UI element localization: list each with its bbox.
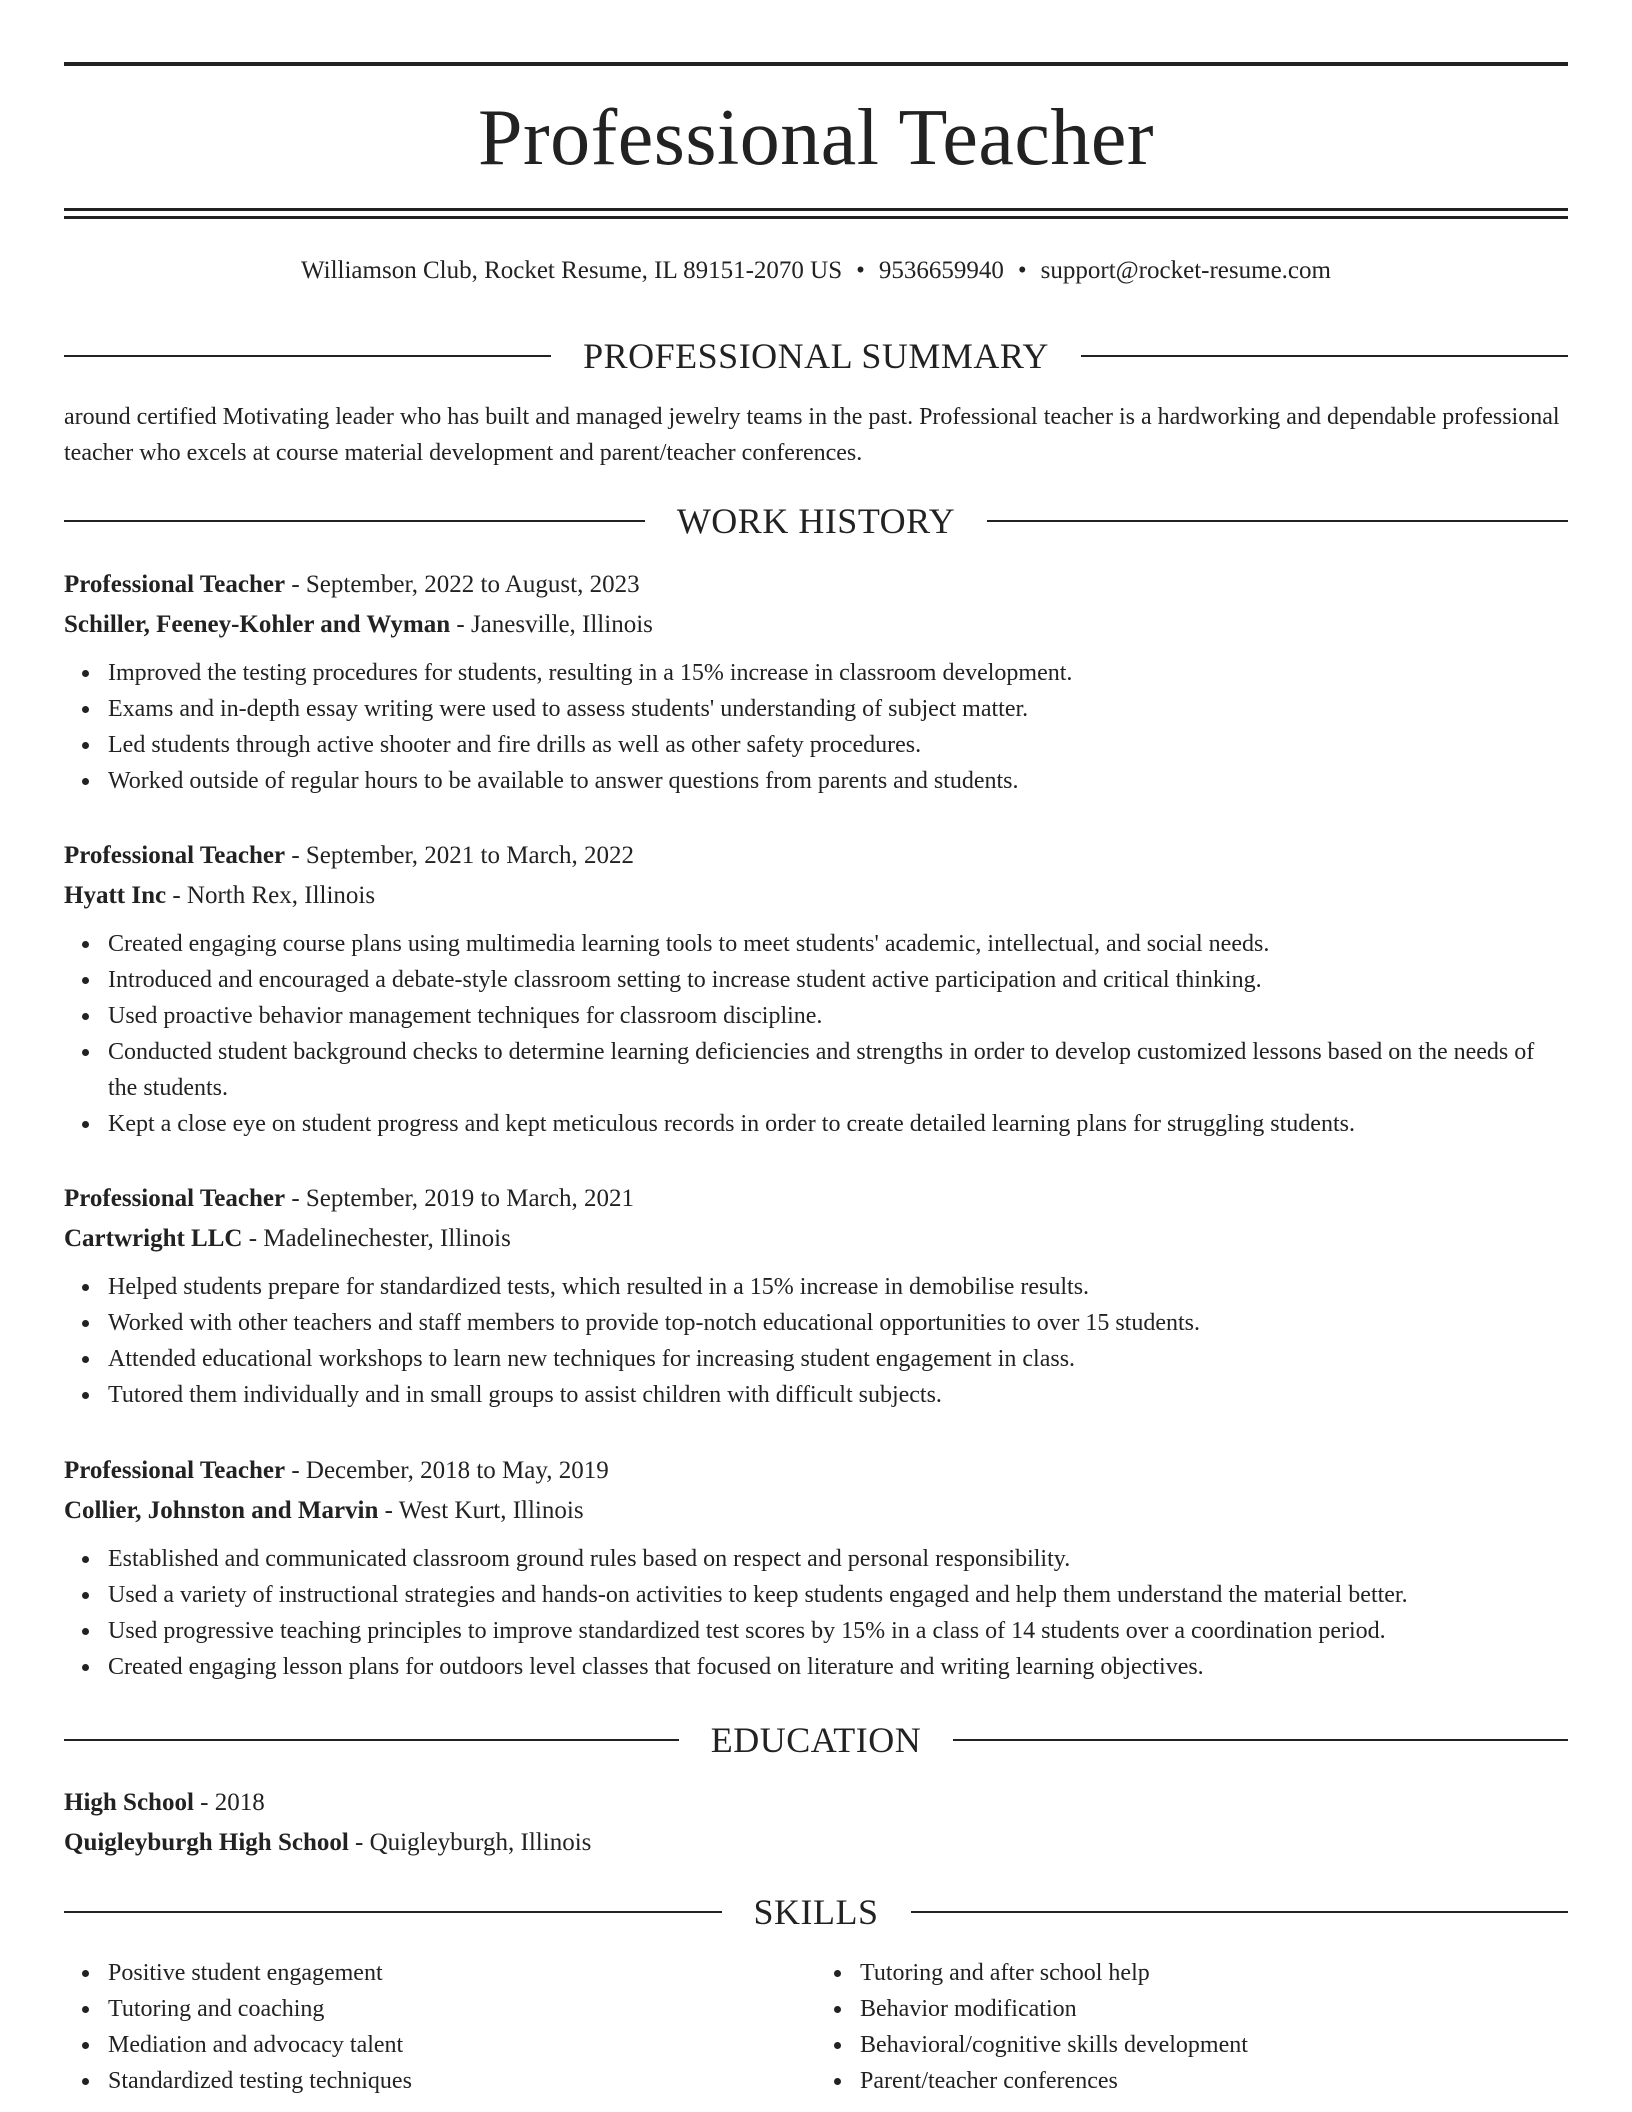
list-item: Used proactive behavior management techniques for classroom discipline. <box>108 998 1568 1034</box>
job-title-line <box>64 565 1568 605</box>
job-entry <box>64 1179 1568 1413</box>
job-location: - West Kurt, Illinois <box>378 1497 584 1524</box>
list-item: Created engaging lesson plans for outdoors level classes that focused on literature and writing learning objectives. <box>108 1649 1568 1685</box>
job-bullets <box>64 1269 1568 1413</box>
list-item: Attended educational workshops to learn new techniques for increasing student engagement in class. <box>108 1341 1568 1377</box>
list-item: Positive student engagement <box>108 1955 816 1991</box>
list-item: Mediation and advocacy talent <box>108 2027 816 2063</box>
list-item: Worked outside of regular hours to be available to answer questions from parents and students. <box>108 763 1568 799</box>
job-location: - North Rex, Illinois <box>166 882 376 909</box>
section-heading-summary <box>64 336 1568 376</box>
list-item: Exams and in-depth essay writing were used to assess students' understanding of subject matter. <box>108 691 1568 727</box>
education-location: - Quigleyburgh, Illinois <box>348 1829 592 1856</box>
list-item: Helped students prepare for standardized tests, which resulted in a 15% increase in demobilise results. <box>108 1269 1568 1305</box>
job-title: Professional Teacher <box>64 571 286 598</box>
list-item: Used a variety of instructional strategies and hands-on activities to keep students engaged and help them understand the material better. <box>108 1577 1568 1613</box>
list-item: Led students through active shooter and fire drills as well as other safety procedures. <box>108 727 1568 763</box>
education-school: Quigleyburgh High School <box>64 1829 349 1856</box>
education-entry <box>64 1783 1568 1863</box>
job-company: Cartwright LLC <box>64 1225 243 1252</box>
job-title-line <box>64 836 1568 876</box>
job-dates: - September, 2021 to March, 2022 <box>285 842 634 869</box>
education-school-line <box>64 1823 1568 1863</box>
list-item: Introduced and encouraged a debate-style classroom setting to increase student active participation and critical thinking. <box>108 962 1568 998</box>
section-title: PROFESSIONAL SUMMARY <box>583 336 1049 376</box>
heading-rule <box>987 520 1568 522</box>
list-item: Created engaging course plans using multimedia learning tools to meet students' academic, intellectual, and social needs. <box>108 926 1568 962</box>
double-rule-lower <box>64 216 1568 219</box>
heading-rule <box>64 1739 679 1741</box>
list-item: Standardized testing techniques <box>108 2063 816 2099</box>
heading-rule <box>64 520 645 522</box>
job-dates: - September, 2022 to August, 2023 <box>285 571 640 598</box>
heading-rule <box>911 1911 1569 1913</box>
heading-rule <box>64 355 551 357</box>
contact-separator: • <box>1017 257 1027 284</box>
list-item: Conducted student background checks to determine learning deficiencies and strengths in order to develop customized lessons based on the needs of the students. <box>108 1034 1568 1106</box>
job-location: - Janesville, Illinois <box>450 611 653 638</box>
skills-column-left <box>64 1955 816 2099</box>
job-company-line <box>64 1491 1568 1531</box>
heading-rule <box>1081 355 1568 357</box>
job-dates: - December, 2018 to May, 2019 <box>285 1457 609 1484</box>
contact-address: Williamson Club, Rocket Resume, IL 89151-2070 US <box>301 257 843 284</box>
page-title: Professional Teacher <box>477 94 1154 182</box>
heading-rule <box>64 1911 722 1913</box>
list-item: Behavioral/cognitive skills development <box>860 2027 1568 2063</box>
list-item: Tutoring and after school help <box>860 1955 1568 1991</box>
contact-email: support@rocket-resume.com <box>1040 257 1331 284</box>
summary-text: around certified Motivating leader who has built and managed jewelry teams in the past. Professional teacher is a hardworking and dependable professional teacher who excels at course material development and parent/teacher conferences. <box>64 404 1560 466</box>
education-year: - 2018 <box>193 1789 265 1816</box>
job-bullets <box>64 655 1568 799</box>
list-item: Worked with other teachers and staff members to provide top-notch educational opportunities to over 15 students. <box>108 1305 1568 1341</box>
section-title: SKILLS <box>753 1892 879 1932</box>
list-item: Kept a close eye on student progress and kept meticulous records in order to create detailed learning plans for struggling students. <box>108 1106 1568 1142</box>
section-title: EDUCATION <box>710 1720 922 1760</box>
job-title: Professional Teacher <box>64 842 286 869</box>
section-heading-work-history <box>64 501 1568 541</box>
job-company-line <box>64 876 1568 916</box>
list-item: Tutoring and coaching <box>108 1991 816 2027</box>
list-item: Parent/teacher conferences <box>860 2063 1568 2099</box>
job-dates: - September, 2019 to March, 2021 <box>285 1185 634 1212</box>
job-company-line <box>64 1219 1568 1259</box>
education-degree: High School <box>64 1789 194 1816</box>
section-title: WORK HISTORY <box>676 501 956 541</box>
skills-list <box>64 1955 1568 2099</box>
job-company: Collier, Johnston and Marvin <box>64 1497 379 1524</box>
job-title: Professional Teacher <box>64 1185 286 1212</box>
job-company: Schiller, Feeney-Kohler and Wyman <box>64 611 451 638</box>
top-rule <box>64 62 1568 66</box>
job-entry <box>64 565 1568 799</box>
contact-separator: • <box>856 257 865 284</box>
list-item: Improved the testing procedures for students, resulting in a 15% increase in classroom development. <box>108 655 1568 691</box>
job-company-line <box>64 605 1568 645</box>
job-title-line <box>64 1451 1568 1491</box>
section-heading-skills <box>64 1892 1568 1932</box>
job-bullets <box>64 926 1568 1142</box>
list-item: Behavior modification <box>860 1991 1568 2027</box>
heading-rule <box>953 1739 1568 1741</box>
job-title: Professional Teacher <box>64 1457 286 1484</box>
list-item: Tutored them individually and in small groups to assist children with difficult subjects. <box>108 1377 1568 1413</box>
list-item: Used progressive teaching principles to improve standardized test scores by 15% in a class of 14 students over a coordination period. <box>108 1613 1568 1649</box>
education-degree-line <box>64 1783 1568 1823</box>
job-entry <box>64 836 1568 1142</box>
job-company: Hyatt Inc <box>64 882 167 909</box>
job-location: - Madelinechester, Illinois <box>242 1225 511 1252</box>
contact-line <box>64 254 1568 288</box>
section-heading-education <box>64 1720 1568 1760</box>
job-bullets <box>64 1541 1568 1685</box>
list-item: Established and communicated classroom ground rules based on respect and personal responsibility. <box>108 1541 1568 1577</box>
skills-columns <box>64 1955 1568 2099</box>
double-rule-upper <box>64 208 1568 211</box>
contact-phone: 9536659940 <box>878 257 1004 284</box>
skills-column-right <box>816 1955 1568 2099</box>
job-entry <box>64 1451 1568 1685</box>
job-title-line <box>64 1179 1568 1219</box>
